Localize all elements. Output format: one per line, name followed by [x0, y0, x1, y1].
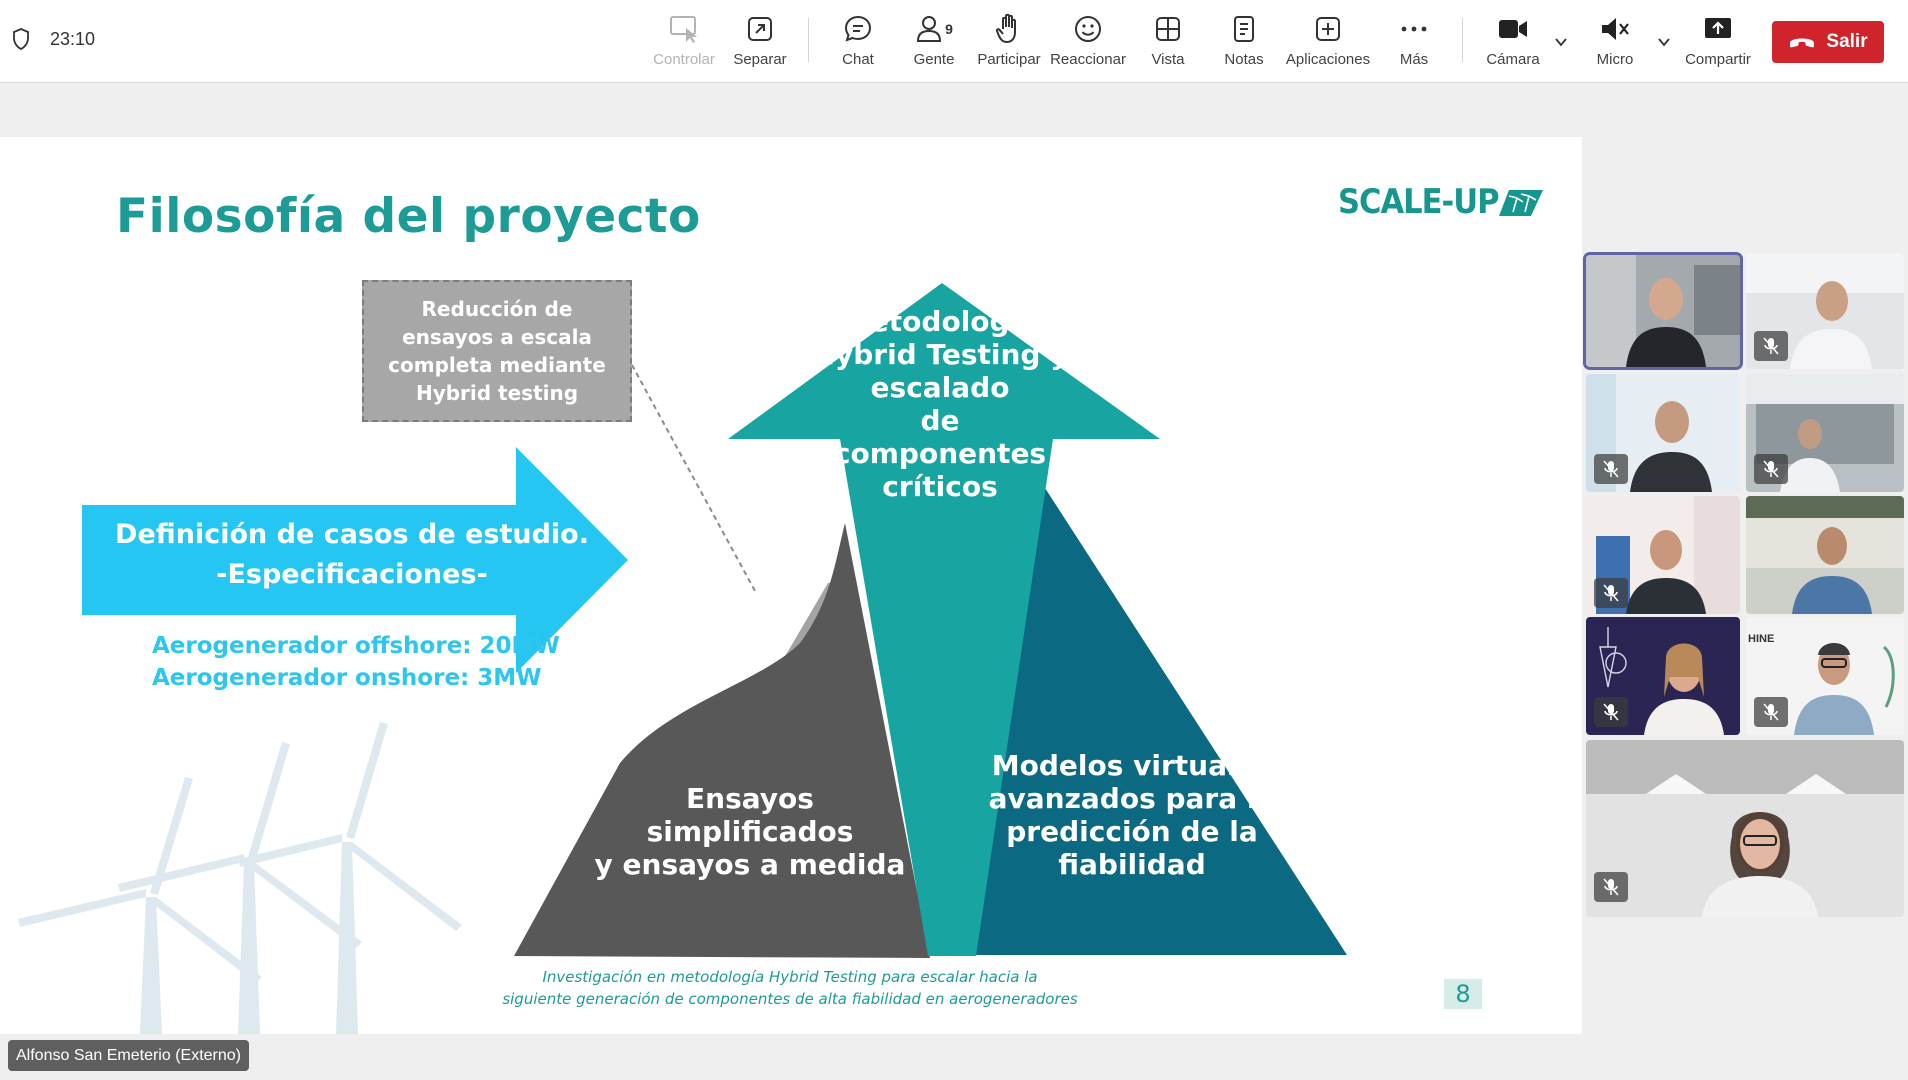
hybrid-testing-callout: Reducción de ensayos a escala completa mediante Hybrid testing [362, 280, 632, 422]
offshore-spec: Aerogenerador offshore: 20MW [152, 633, 560, 659]
smiley-icon [1073, 14, 1103, 44]
participant-tile[interactable] [1586, 374, 1740, 492]
speaker-muted-icon [1599, 15, 1631, 43]
scaleup-logo [1338, 182, 1543, 222]
controlar-label: Controlar [653, 51, 715, 68]
left-triangle-text [580, 782, 920, 881]
right-line: avanzados para la [988, 782, 1276, 815]
arrow-text-line2: -Especificaciones- [216, 559, 488, 590]
presenter-name-label: Alfonso San Emeterio (Externo) [8, 1040, 249, 1071]
leave-button[interactable] [1772, 21, 1884, 63]
right-triangle-text [982, 749, 1282, 881]
gente-button[interactable] [894, 12, 974, 74]
participar-label: Participar [977, 51, 1041, 68]
mic-off-icon [1603, 878, 1619, 896]
footer-line: siguiente generación de componentes de alta fiabilidad en aerogeneradores [502, 990, 1078, 1008]
mic-off-icon [1603, 703, 1619, 721]
leave-label: Salir [1826, 31, 1868, 52]
participant-tile[interactable] [1746, 617, 1904, 735]
slide-title: Filosofía del proyecto [116, 189, 701, 244]
muted-mic-badge [1754, 697, 1788, 727]
left-line: Ensayos simplificados [646, 782, 854, 848]
mic-off-icon [1763, 337, 1779, 355]
camara-button[interactable] [1473, 12, 1553, 74]
micro-label: Micro [1596, 51, 1634, 68]
mic-off-icon [1763, 703, 1779, 721]
right-line: fiabilidad [1058, 848, 1206, 881]
meeting-timer: 23:10 [50, 28, 96, 49]
compartir-label: Compartir [1685, 51, 1751, 68]
notas-button[interactable] [1204, 12, 1284, 74]
participant-tile[interactable] [1746, 496, 1904, 614]
muted-mic-badge [1754, 331, 1788, 361]
arrow-text-line1: Definición de casos de estudio. [115, 519, 589, 550]
meeting-toolbar [0, 0, 1908, 83]
participant-tile[interactable] [1586, 740, 1904, 917]
muted-mic-badge [1594, 578, 1628, 608]
participant-video-icon [1586, 255, 1740, 367]
mic-off-icon [1763, 460, 1779, 478]
participant-tile[interactable] [1586, 617, 1740, 735]
gente-label: Gente [913, 51, 955, 68]
toolbar-divider [808, 18, 809, 62]
shared-slide [0, 137, 1582, 1034]
mic-off-icon [1603, 460, 1619, 478]
muted-mic-badge [1594, 697, 1628, 727]
vista-button[interactable] [1128, 12, 1208, 74]
center-line: componentes [833, 437, 1047, 470]
phone-hangup-icon [1788, 35, 1816, 49]
controlar-button[interactable] [644, 12, 724, 74]
background-sign-text: HINE [1748, 633, 1775, 645]
muted-mic-badge [1594, 872, 1628, 902]
camara-label: Cámara [1486, 51, 1540, 68]
slide-footer [470, 966, 1110, 1010]
reaccionar-label: Reaccionar [1050, 51, 1126, 68]
notas-label: Notas [1224, 51, 1264, 68]
participant-video-icon [1586, 740, 1904, 917]
compartir-button[interactable] [1678, 12, 1758, 74]
mas-button[interactable] [1374, 12, 1454, 74]
onshore-spec: Aerogenerador onshore: 3MW [152, 665, 542, 691]
right-line: Modelos virtuales [991, 749, 1273, 782]
aplicaciones-button[interactable] [1285, 12, 1371, 74]
meeting-status [12, 28, 95, 50]
center-arrow-text [790, 305, 1090, 503]
chat-button[interactable] [818, 12, 898, 74]
center-line: de [920, 404, 960, 437]
center-line: escalado [870, 371, 1010, 404]
raise-hand-icon [995, 13, 1023, 45]
aplicaciones-label: Aplicaciones [1285, 51, 1371, 68]
participar-button[interactable] [969, 12, 1049, 74]
take-control-icon [668, 14, 700, 44]
mas-label: Más [1399, 51, 1429, 68]
participant-tile[interactable] [1586, 496, 1740, 614]
camera-options-chevron-icon[interactable] [1553, 34, 1569, 50]
chat-icon [843, 14, 873, 44]
shield-icon [12, 28, 30, 50]
center-line: críticos [882, 470, 998, 503]
slide-page-number: 8 [1444, 979, 1482, 1009]
muted-mic-badge [1754, 454, 1788, 484]
center-line: Hybrid Testing y [811, 338, 1069, 371]
muted-mic-badge [1594, 454, 1628, 484]
logo-text: SCALE-UP [1338, 182, 1499, 222]
participant-tile[interactable] [1746, 253, 1904, 369]
participant-tile[interactable] [1586, 255, 1740, 367]
people-icon [915, 14, 943, 44]
pop-out-icon [746, 15, 774, 43]
left-line: y ensayos a medida [594, 848, 906, 881]
add-app-icon [1314, 15, 1342, 43]
participant-count-badge: 9 [945, 21, 953, 37]
reaccionar-button[interactable] [1048, 12, 1128, 74]
toolbar-divider [1462, 18, 1463, 62]
participant-tile[interactable] [1746, 374, 1904, 492]
wind-turbine-watermark-icon [0, 657, 520, 1034]
share-screen-icon [1703, 16, 1733, 42]
mic-options-chevron-icon[interactable] [1656, 34, 1672, 50]
turbine-logo-icon [1499, 188, 1543, 216]
center-line: Metodología [841, 305, 1039, 338]
vista-label: Vista [1151, 51, 1185, 68]
separar-label: Separar [733, 51, 787, 68]
footer-line: Investigación en metodología Hybrid Testing para escalar hacia la [542, 968, 1038, 986]
participant-video-icon [1746, 496, 1904, 614]
grid-view-icon [1154, 15, 1182, 43]
separar-button[interactable] [720, 12, 800, 74]
chat-label: Chat [842, 51, 874, 68]
micro-button[interactable] [1575, 12, 1655, 74]
mic-off-icon [1603, 584, 1619, 602]
notes-icon [1231, 14, 1257, 44]
camera-icon [1497, 17, 1529, 41]
more-icon [1400, 24, 1428, 34]
right-line: predicción de la [1006, 815, 1258, 848]
